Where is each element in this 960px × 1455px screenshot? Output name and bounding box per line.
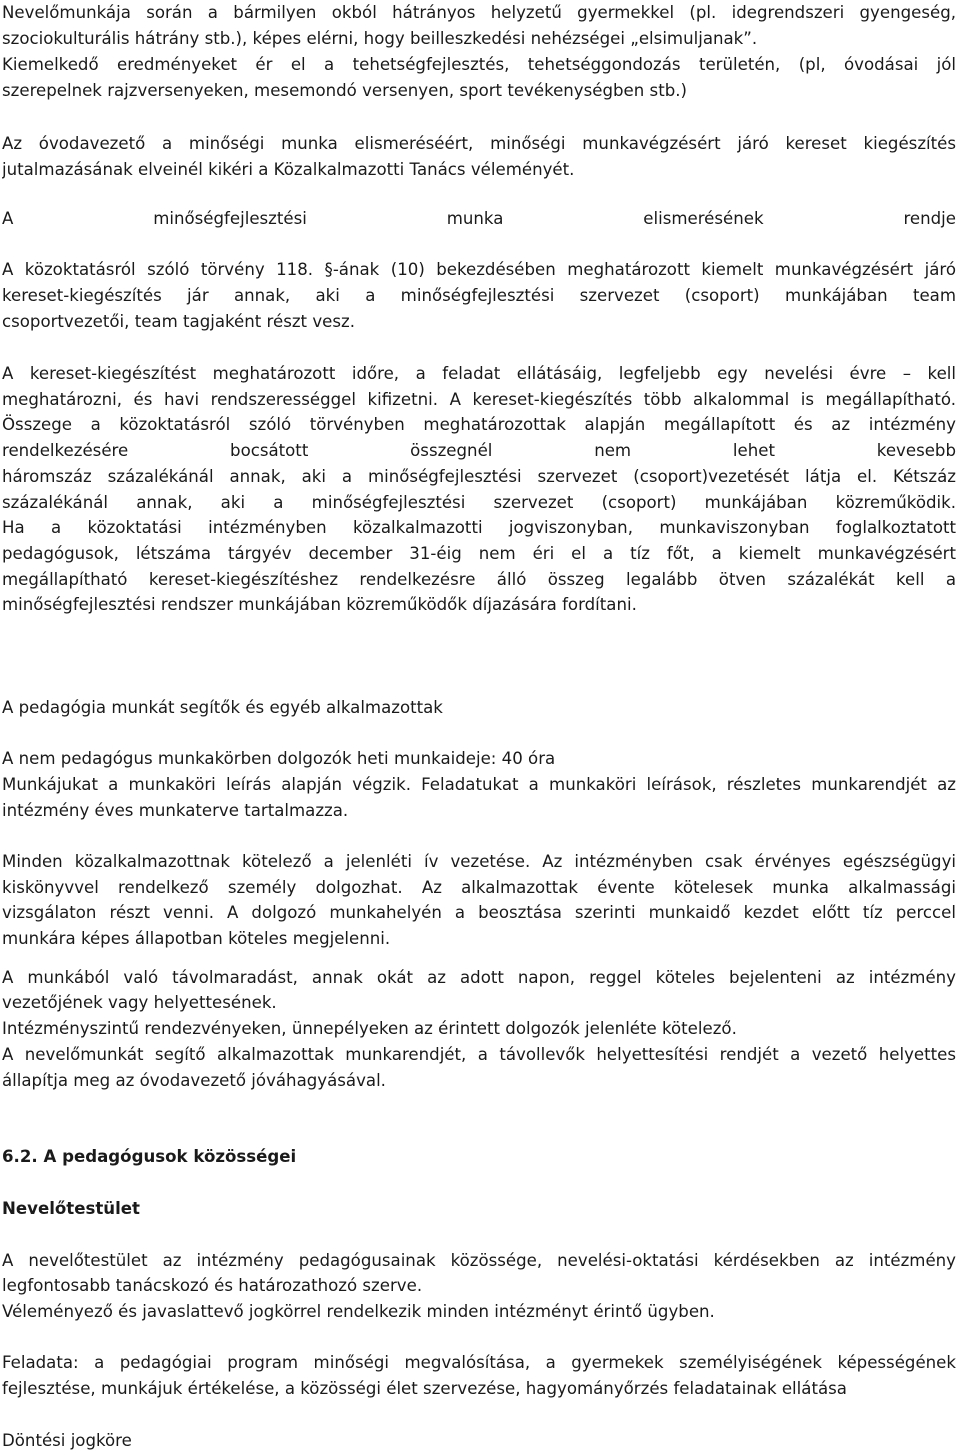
text-line: Minden közalkalmazottnak kötelező a jelenléti ív vezetése. Az intézményben csak érvényes egészségügyi (2, 852, 956, 871)
section-heading: A minőségfejlesztési munka elismerésének rendje (2, 209, 956, 228)
text-line: Intézményszintű rendezvényeken, ünnepélyeken az érintett dolgozók jelenléte kötelező. (2, 1019, 737, 1038)
section-title: 6.2. A pedagógusok közösségei (2, 1147, 297, 1166)
text-line: megállapítható kereset-kiegészítéshez rendelkezésre álló összeg legalább ötven százalékát kell a (2, 570, 956, 589)
text-line: jutalmazásának elveinél kikéri a Közalkalmazotti Tanács véleményét. (2, 160, 575, 179)
text-line: kereset-kiegészítés jár annak, aki a minőségfejlesztési szervezet (csoport) munkájában team (2, 286, 956, 305)
text-line: vizsgálaton részt venni. A dolgozó munkahelyén a beosztása szerinti munkaidő kezdet előtt tíz perccel (2, 903, 956, 922)
text-line: munkára képes állapotban köteles megjelenni. (2, 929, 391, 948)
text-line: meghatározni, és havi rendszerességgel kifizetni. A kereset-kiegészítés több alkalommal is megállapítható. (2, 390, 956, 409)
text-line: A nem pedagógus munkakörben dolgozók heti munkaideje: 40 óra (2, 749, 556, 768)
text-line: Az óvodavezető a minőségi munka elismeréséért, minőségi munkavégzésért járó kereset kiegészítés (2, 134, 956, 153)
text-line: A munkából való távolmaradást, annak okát az adott napon, reggel köteles bejelenteni az intézmény (2, 968, 956, 987)
text-line: szociokulturális hátrány stb.), képes elérni, hogy beilleszkedési nehézségei „elsimuljanak”. (2, 29, 758, 48)
text-line: intézmény éves munkaterve tartalmazza. (2, 801, 349, 820)
text-line: Munkájukat a munkaköri leírás alapján végzik. Feladatukat a munkaköri leírások, részletes munkarendjét az (2, 775, 956, 794)
text-line: Feladata: a pedagógiai program minőségi megvalósítása, a gyermekek személyiségének képességének (2, 1353, 956, 1372)
text-line: rendelkezésére bocsátott összegnél nem lehet kevesebb (2, 441, 956, 460)
text-line: pedagógusok, létszáma tárgyév december 31-éig nem éri el a tíz főt, a kiemelt munkavégzésért (2, 544, 956, 563)
text-line: Ha a közoktatási intézményben közalkalmazotti jogviszonyban, munkaviszonyban foglalkoztatott (2, 518, 956, 537)
subsection-heading: Döntési jogköre (2, 1431, 132, 1450)
text-line: csoportvezetői, team tagjaként részt vesz. (2, 312, 355, 331)
text-line: állapítja meg az óvodavezető jóváhagyásával. (2, 1071, 386, 1090)
text-line: kiskönyvvel rendelkező személy dolgozhat. Az alkalmazottak évente kötelesek munka alkalmassági (2, 878, 956, 897)
subsection-heading: Nevelőtestület (2, 1199, 140, 1218)
text-line: A kereset-kiegészítést meghatározott időre, a feladat ellátásáig, legfeljebb egy nevelési évre – kell (2, 364, 956, 383)
section-heading: A pedagógia munkát segítők és egyéb alkalmazottak (2, 698, 443, 717)
text-line: minőségfejlesztési rendszer munkájában közreműködők díjazására fordítani. (2, 595, 637, 614)
text-line: Kiemelkedő eredményeket ér el a tehetségfejlesztés, tehetséggondozás területén, (pl, óvodásai jól (2, 55, 956, 74)
text-line: A nevelőtestület az intézmény pedagógusainak közössége, nevelési-oktatási kérdésekben az intézmény (2, 1251, 956, 1270)
text-line: szerepelnek rajzversenyeken, mesemondó versenyen, sport tevékenységben stb.) (2, 81, 687, 100)
text-line: vezetőjének vagy helyettesének. (2, 993, 277, 1012)
text-line: Véleményező és javaslattevő jogkörrel rendelkezik minden intézményt érintő ügyben. (2, 1302, 715, 1321)
text-line: Nevelőmunkája során a bármilyen okból hátrányos helyzetű gyermekkel (pl. idegrendszeri gyengeség, (2, 3, 956, 22)
text-line: Összege a közoktatásról szóló törvényben meghatározottak alapján megállapított és az intézmény (2, 415, 956, 434)
text-line: legfontosabb tanácskozó és határozathozó szerve. (2, 1276, 423, 1295)
text-line: fejlesztése, munkájuk értékelése, a közösségi élet szervezése, hagyományőrzés feladatainak ellátása (2, 1379, 847, 1398)
text-line: százalékánál annak, aki a minőségfejlesztési szervezet (csoport) munkájában közreműködik. (2, 493, 956, 512)
text-line: háromszáz százalékánál annak, aki a minőségfejlesztési szervezet (csoport)vezetését látja el. Kétszáz (2, 467, 956, 486)
text-line: A nevelőmunkát segítő alkalmazottak munkarendjét, a távollevők helyettesítési rendjét a vezető helyettes (2, 1045, 956, 1064)
text-line: A közoktatásról szóló törvény 118. §-ának (10) bekezdésében meghatározott kiemelt munkavégzésért járó (2, 260, 956, 279)
